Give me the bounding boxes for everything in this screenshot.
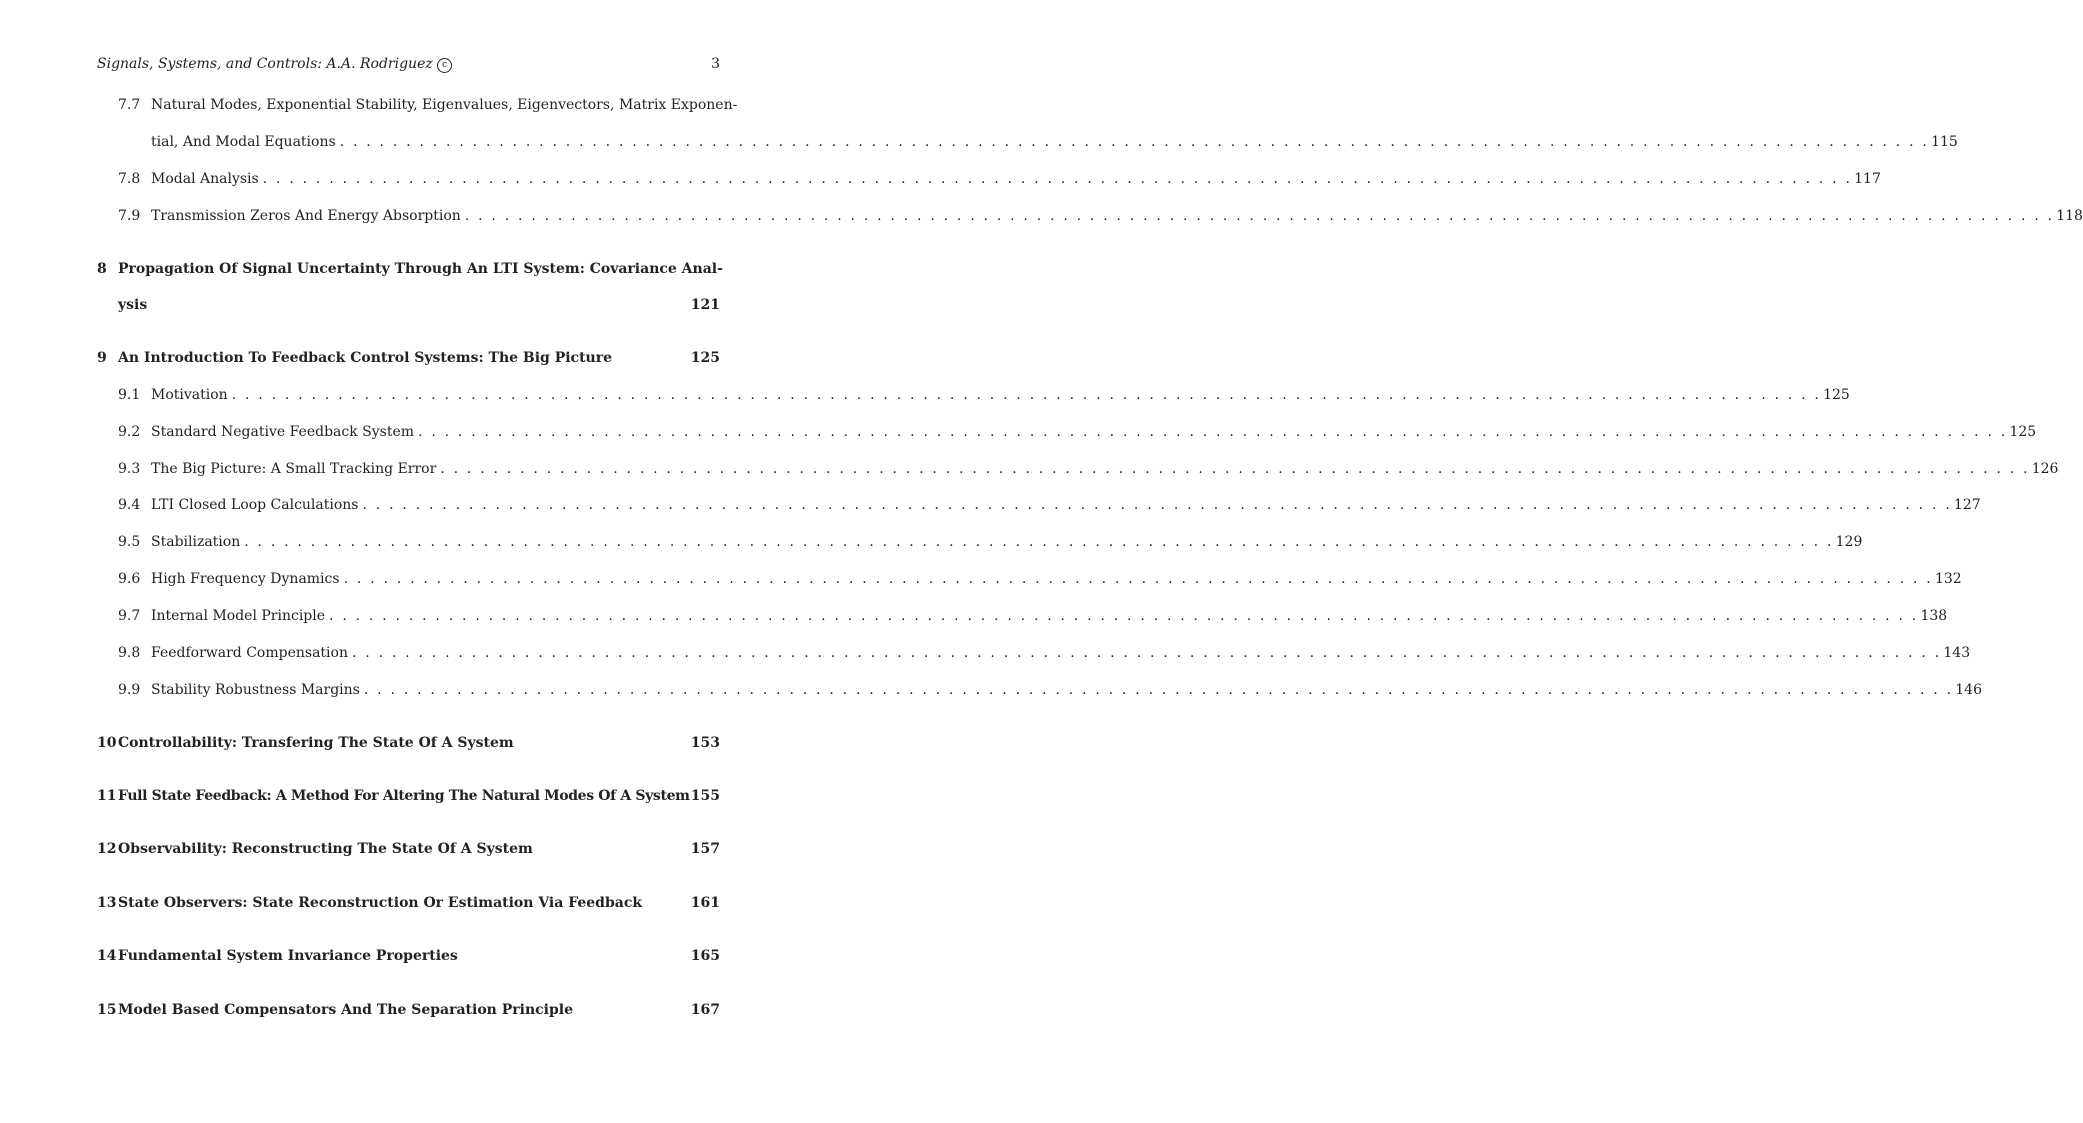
section-page: 143: [1943, 645, 1971, 661]
chapter-number: 10: [97, 735, 117, 751]
chapter-title: Full State Feedback: A Method For Altering The Natural Modes Of A System: [118, 788, 690, 804]
section-page: 118: [2056, 208, 2083, 224]
section-page: 125: [2009, 424, 2037, 440]
section-number: 9.4: [118, 497, 141, 513]
toc-chapter-8[interactable]: [97, 260, 723, 320]
section-number: 7.7: [118, 97, 141, 113]
section-title: Stabilization: [151, 534, 241, 550]
section-number: 9.5: [118, 534, 141, 550]
chapter-number: 9: [97, 350, 107, 366]
chapter-number: 11: [97, 788, 117, 804]
section-number: 9.8: [118, 645, 141, 661]
section-page: 146: [1955, 682, 1982, 698]
chapter-number: 14: [97, 948, 117, 964]
section-title: Modal Analysis: [151, 171, 259, 187]
chapter-title: Fundamental System Invariance Properties: [118, 948, 458, 964]
section-number: 7.9: [118, 208, 141, 224]
chapter-title-line1: Propagation Of Signal Uncertainty Through An LTI System: Covariance Anal-: [118, 261, 723, 277]
section-title: High Frequency Dynamics: [151, 571, 340, 587]
leader-dots: . . . . . . . . . . . . . . . . . . . . . . . . . . . . . . . . . . . . . . . . . . . . . . . . . . . . . . . . . . . . . . . . . . . . . . . . . . . . . . . . . . . . . . . . . . . . . . . . . . . . . . . . . . . . . . . . . . . . . . . .: [339, 134, 1930, 150]
section-number: 9.6: [118, 571, 141, 587]
copyright-symbol: c: [437, 58, 452, 73]
section-number: 9.9: [118, 682, 141, 698]
chapter-page: 157: [690, 841, 720, 857]
leader-dots: . . . . . . . . . . . . . . . . . . . . . . . . . . . . . . . . . . . . . . . . . . . . . . . . . . . . . . . . . . . . . . . . . . . . . . . . . . . . . . . . . . . . . . . . . . . . . . . . . . . . . . . . . . . . . . . . . . . . . . . .: [262, 171, 1853, 187]
chapter-number: 13: [97, 895, 117, 911]
chapter-page: 121: [690, 297, 720, 313]
chapter-title: An Introduction To Feedback Control Systems: The Big Picture: [118, 350, 613, 366]
section-title: Feedforward Compensation: [151, 645, 348, 661]
leader-dots: . . . . . . . . . . . . . . . . . . . . . . . . . . . . . . . . . . . . . . . . . . . . . . . . . . . . . . . . . . . . . . . . . . . . . . . . . . . . . . . . . . . . . . . . . . . . . . . . . . . . . . . . . . . . . . . . . . . . . . . .: [244, 534, 1834, 550]
section-title-line2: tial, And Modal Equations: [151, 134, 336, 150]
section-page: 125: [1823, 387, 1850, 403]
section-page: 127: [1953, 497, 1981, 513]
section-page: 126: [2031, 461, 2059, 477]
chapter-page: 167: [690, 1002, 720, 1018]
leader-dots: . . . . . . . . . . . . . . . . . . . . . . . . . . . . . . . . . . . . . . . . . . . . . . . . . . . . . . . . . . . . . . . . . . . . . . . . . . . . . . . . . . . . . . . . . . . . . . . . . . . . . . . . . . . . . . . . . . . . . . . .: [351, 645, 1942, 661]
section-page: 138: [1920, 608, 1948, 624]
chapter-title: Model Based Compensators And The Separation Principle: [118, 1002, 573, 1018]
leader-dots: . . . . . . . . . . . . . . . . . . . . . . . . . . . . . . . . . . . . . . . . . . . . . . . . . . . . . . . . . . . . . . . . . . . . . . . . . . . . . . . . . . . . . . . . . . . . . . . . . . . . . . . . . . . . . . . . . . . . . . . .: [363, 682, 1954, 698]
leader-dots: . . . . . . . . . . . . . . . . . . . . . . . . . . . . . . . . . . . . . . . . . . . . . . . . . . . . . . . . . . . . . . . . . . . . . . . . . . . . . . . . . . . . . . . . . . . . . . . . . . . . . . . . . . . . . . . . . . . . . . . .: [418, 424, 2008, 440]
leader-dots: . . . . . . . . . . . . . . . . . . . . . . . . . . . . . . . . . . . . . . . . . . . . . . . . . . . . . . . . . . . . . . . . . . . . . . . . . . . . . . . . . . . . . . . . . . . . . . . . . . . . . . . . . . . . . . . . . . . . . . . .: [231, 387, 1822, 403]
section-title: Stability Robustness Margins: [151, 682, 360, 698]
chapter-number: 8: [97, 261, 107, 277]
section-page: 117: [1854, 171, 1881, 187]
chapter-title: Controllability: Transfering The State Of A System: [118, 735, 514, 751]
section-title: Internal Model Principle: [151, 608, 326, 624]
chapter-title: State Observers: State Reconstruction Or Estimation Via Feedback: [118, 895, 643, 911]
leader-dots: . . . . . . . . . . . . . . . . . . . . . . . . . . . . . . . . . . . . . . . . . . . . . . . . . . . . . . . . . . . . . . . . . . . . . . . . . . . . . . . . . . . . . . . . . . . . . . . . . . . . . . . . . . . . . . . . . . . . . . . .: [440, 461, 2030, 477]
leader-dots: . . . . . . . . . . . . . . . . . . . . . . . . . . . . . . . . . . . . . . . . . . . . . . . . . . . . . . . . . . . . . . . . . . . . . . . . . . . . . . . . . . . . . . . . . . . . . . . . . . . . . . . . . . . . . . . . . . . . . . . .: [329, 608, 1919, 624]
section-page: 132: [1934, 571, 1962, 587]
running-header: [97, 55, 720, 73]
section-number: 9.2: [118, 424, 141, 440]
leader-dots: . . . . . . . . . . . . . . . . . . . . . . . . . . . . . . . . . . . . . . . . . . . . . . . . . . . . . . . . . . . . . . . . . . . . . . . . . . . . . . . . . . . . . . . . . . . . . . . . . . . . . . . . . . . . . . . . . . . . . . . .: [362, 497, 1952, 513]
chapter-number: 12: [97, 841, 117, 857]
chapter-page: 165: [690, 948, 720, 964]
section-page: 115: [1931, 134, 1958, 150]
section-number: 9.3: [118, 461, 141, 477]
section-number: 9.7: [118, 608, 141, 624]
chapter-title: Observability: Reconstructing The State Of A System: [118, 841, 533, 857]
section-page: 129: [1835, 534, 1863, 550]
leader-dots: . . . . . . . . . . . . . . . . . . . . . . . . . . . . . . . . . . . . . . . . . . . . . . . . . . . . . . . . . . . . . . . . . . . . . . . . . . . . . . . . . . . . . . . . . . . . . . . . . . . . . . . . . . . . . . . . . . . . . . . .: [343, 571, 1933, 587]
leader-dots: . . . . . . . . . . . . . . . . . . . . . . . . . . . . . . . . . . . . . . . . . . . . . . . . . . . . . . . . . . . . . . . . . . . . . . . . . . . . . . . . . . . . . . . . . . . . . . . . . . . . . . . . . . . . . . . . . . . . . . . .: [464, 208, 2055, 224]
header-title: Signals, Systems, and Controls: A.A. Rodriguez c: [97, 55, 452, 73]
chapter-title-line2: ysis: [118, 297, 148, 313]
chapter-page: 153: [690, 735, 720, 751]
toc-section-7-7[interactable]: [118, 96, 1958, 156]
section-title-line1: Natural Modes, Exponential Stability, Eigenvalues, Eigenvectors, Matrix Exponen-: [151, 97, 738, 113]
section-number: 9.1: [118, 387, 141, 403]
chapter-number: 15: [97, 1002, 117, 1018]
section-title: LTI Closed Loop Calculations: [151, 497, 359, 513]
chapter-page: 161: [690, 895, 720, 911]
section-number: 7.8: [118, 171, 141, 187]
section-title: The Big Picture: A Small Tracking Error: [151, 461, 437, 477]
chapter-page: 155: [690, 788, 720, 804]
section-title: Standard Negative Feedback System: [151, 424, 415, 440]
chapter-page: 125: [690, 350, 720, 366]
header-page-number: 3: [711, 56, 720, 72]
section-title: Motivation: [151, 387, 228, 403]
section-title: Transmission Zeros And Energy Absorption: [151, 208, 461, 224]
